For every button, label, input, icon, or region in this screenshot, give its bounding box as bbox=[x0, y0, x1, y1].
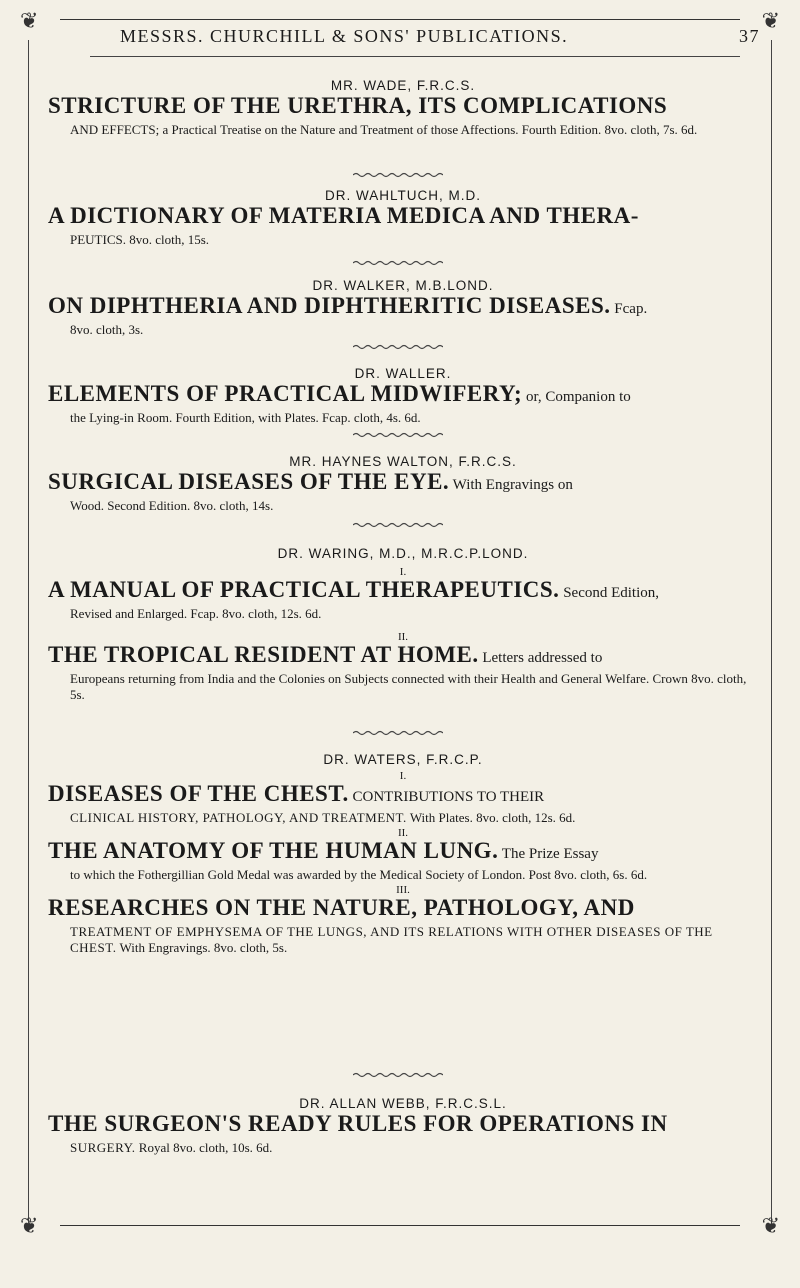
book-detail: SURGERY. Royal 8vo. cloth, 10s. 6d. bbox=[70, 1140, 273, 1155]
page-number: 37 bbox=[739, 26, 760, 46]
book-listing bbox=[48, 93, 758, 138]
head-rule bbox=[90, 56, 740, 57]
book-title: RESEARCHES ON THE NATURE, PATHOLOGY, AND bbox=[48, 895, 635, 920]
catalogue-entry bbox=[48, 752, 758, 956]
book-title: THE SURGEON'S READY RULES FOR OPERATIONS IN bbox=[48, 1111, 668, 1136]
ornamental-divider bbox=[353, 432, 443, 438]
ornamental-divider bbox=[353, 522, 443, 528]
volume-numeral: II. bbox=[397, 827, 409, 839]
book-title: A MANUAL OF PRACTICAL THERAPEUTICS. Second Edition, bbox=[48, 577, 660, 602]
author-name: DR. WALLER. bbox=[354, 366, 452, 381]
left-border-rule bbox=[28, 40, 29, 1225]
ornamental-divider bbox=[353, 344, 443, 350]
book-detail: Europeans returning from India and the Colonies on Subjects connected with their Health and General Welfare. Crown 8vo. cloth, 5s. bbox=[70, 671, 747, 702]
volume-numeral: II. bbox=[397, 631, 409, 643]
book-title: A DICTIONARY OF MATERIA MEDICA AND THERA- bbox=[48, 203, 639, 228]
author-name: DR. WAHLTUCH, M.D. bbox=[325, 188, 481, 203]
author-name: MR. WADE, F.R.C.S. bbox=[330, 78, 476, 93]
catalogue-entry bbox=[48, 278, 758, 338]
running-title: MESSRS. CHURCHILL & SONS' PUBLICATIONS. bbox=[120, 26, 569, 46]
book-title: SURGICAL DISEASES OF THE EYE. With Engravings on bbox=[48, 469, 573, 494]
top-rule bbox=[60, 19, 740, 20]
book-title: ON DIPHTHERIA AND DIPHTHERITIC DISEASES. Fcap. bbox=[48, 293, 648, 318]
catalogue-entry bbox=[48, 454, 758, 514]
catalogue-entry bbox=[48, 1096, 758, 1156]
flourish-ornament-icon: ❦ bbox=[20, 8, 39, 33]
book-title: DISEASES OF THE CHEST. CONTRIBUTIONS TO THEIR bbox=[48, 781, 545, 806]
author-name: DR. ALLAN WEBB, F.R.C.S.L. bbox=[299, 1096, 507, 1111]
book-detail: CLINICAL HISTORY, PATHOLOGY, AND TREATMENT. With Plates. 8vo. cloth, 12s. 6d. bbox=[70, 810, 576, 825]
book-listing bbox=[48, 1111, 758, 1156]
right-border-rule bbox=[771, 40, 772, 1225]
catalogue-entry bbox=[48, 78, 758, 138]
catalogue-entry bbox=[48, 188, 758, 248]
author-name: DR. WATERS, F.R.C.P. bbox=[323, 752, 483, 767]
book-detail: TREATMENT OF EMPHYSEMA OF THE LUNGS, AND ITS RELATIONS WITH OTHER DISEASES OF THE CHEST. With Engravings. 8vo. cloth, 5s. bbox=[70, 924, 713, 955]
ornamental-divider bbox=[353, 260, 443, 266]
book-detail: the Lying-in Room. Fourth Edition, with Plates. Fcap. cloth, 4s. 6d. bbox=[70, 410, 421, 425]
book-listing bbox=[48, 203, 758, 248]
book-title: THE ANATOMY OF THE HUMAN LUNG. The Prize Essay bbox=[48, 838, 599, 863]
bottom-rule bbox=[60, 1225, 740, 1226]
book-detail: Revised and Enlarged. Fcap. 8vo. cloth, 12s. 6d. bbox=[70, 606, 322, 621]
catalogue-entry bbox=[48, 366, 758, 426]
book-title: STRICTURE OF THE URETHRA, ITS COMPLICATIONS bbox=[48, 93, 668, 118]
flourish-ornament-icon: ❦ bbox=[20, 1213, 39, 1238]
flourish-ornament-icon: ❦ bbox=[761, 1213, 780, 1238]
book-detail: PEUTICS. 8vo. cloth, 15s. bbox=[70, 232, 210, 247]
book-listing bbox=[48, 469, 758, 514]
catalogue-entry bbox=[48, 546, 758, 703]
book-title: ELEMENTS OF PRACTICAL MIDWIFERY; or, Companion to bbox=[48, 381, 631, 406]
author-name: DR. WALKER, M.B.LOND. bbox=[312, 278, 494, 293]
volume-numeral: I. bbox=[399, 566, 407, 578]
book-title: THE TROPICAL RESIDENT AT HOME. Letters addressed to bbox=[48, 642, 603, 667]
volume-numeral: I. bbox=[399, 770, 407, 782]
book-listing bbox=[48, 293, 758, 338]
ornamental-divider bbox=[353, 172, 443, 178]
book-detail: Wood. Second Edition. 8vo. cloth, 14s. bbox=[70, 498, 274, 513]
book-listing bbox=[48, 567, 758, 622]
book-detail: AND EFFECTS; a Practical Treatise on the Nature and Treatment of those Affections. Fourth Edition. 8vo. cloth, 7s. 6d. bbox=[70, 122, 698, 137]
book-detail: to which the Fothergillian Gold Medal was awarded by the Medical Society of London. Post 8vo. cloth, 6s. 6d. bbox=[70, 867, 648, 882]
author-name: DR. WARING, M.D., M.R.C.P.LOND. bbox=[277, 546, 529, 561]
book-listing bbox=[48, 828, 758, 883]
book-listing bbox=[48, 771, 758, 826]
book-listing bbox=[48, 632, 758, 703]
book-listing bbox=[48, 885, 758, 956]
book-listing bbox=[48, 381, 758, 426]
author-name: MR. HAYNES WALTON, F.R.C.S. bbox=[289, 454, 517, 469]
ornamental-divider bbox=[353, 730, 443, 736]
flourish-ornament-icon: ❦ bbox=[761, 8, 780, 33]
ornamental-divider bbox=[353, 1072, 443, 1078]
volume-numeral: III. bbox=[396, 884, 410, 896]
book-detail: 8vo. cloth, 3s. bbox=[70, 322, 144, 337]
